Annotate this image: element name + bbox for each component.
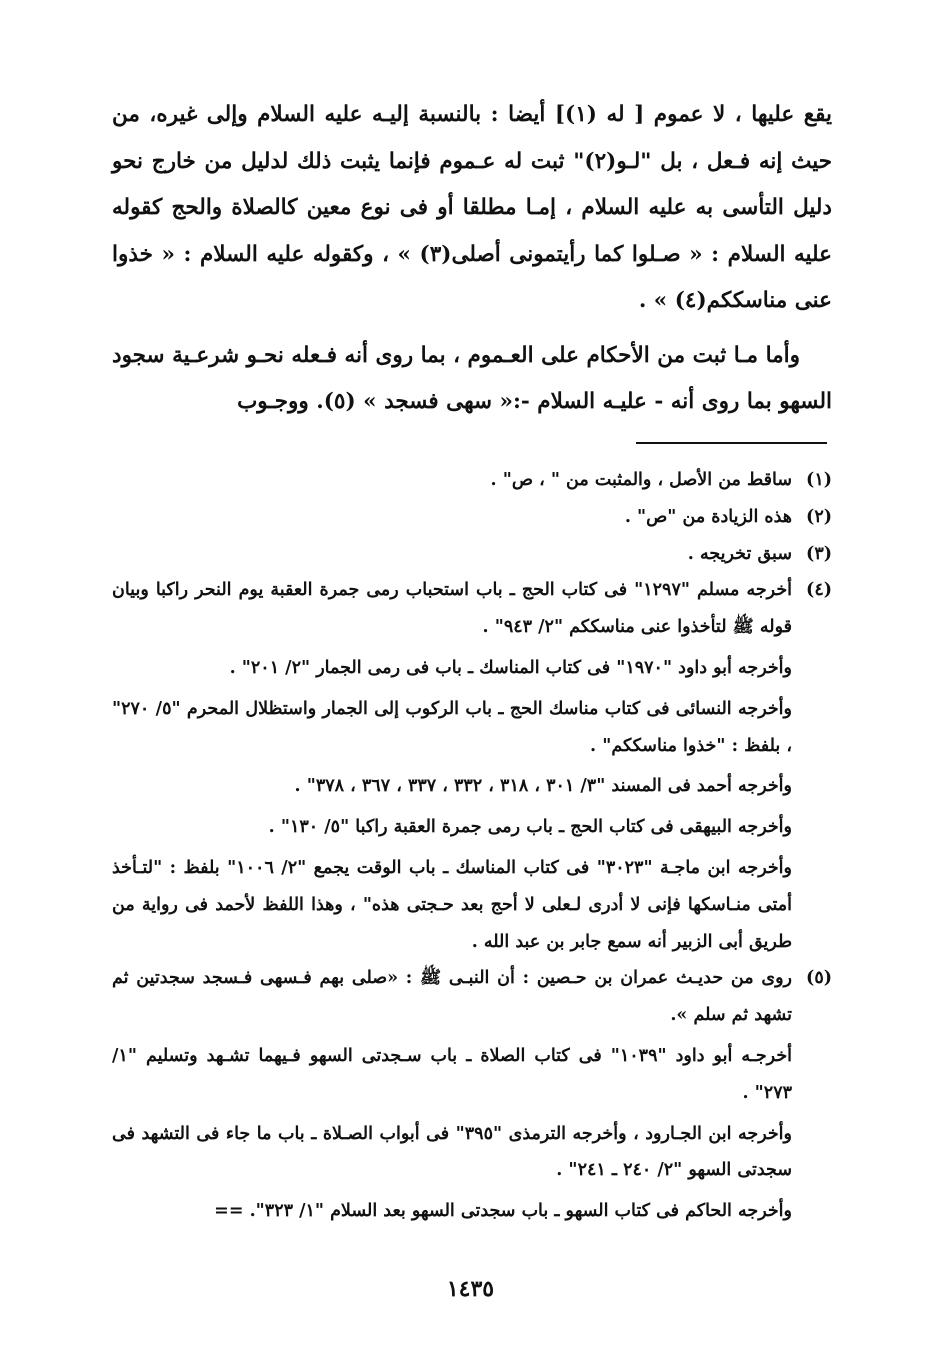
footnote-line: وأخرجه أبو داود "١٩٧٠" فى كتاب المناسك ـ باب فى رمى الجمار "٢/ ٢٠١" .	[229, 657, 792, 678]
footnote-2	[112, 499, 832, 536]
body-paragraph: وأما مـا ثبت من الأحكام على العـموم ، بما روى أنه فـعله نحـو شرعـية سجود السهو بما روى أنه - عليـه السلام -:« سهى فسجد » (٥). ووجـوب	[112, 342, 832, 414]
footnote-line: سبق تخريجه .	[687, 543, 792, 564]
footnote-line: وأخرجه البيهقى فى كتاب الحج ـ باب رمى جمرة العقبة راكبا "٥/ ١٣٠" .	[268, 817, 792, 838]
footnote-4	[112, 572, 832, 960]
footnote-number: (٥)	[806, 968, 832, 989]
footnote-line: ساقط من الأصل ، والمثبت من " ، ص" .	[490, 470, 792, 490]
footnote-number: (٣)	[806, 543, 832, 564]
body-paragraph: يقع عليها ، لا عموم [ له (١)] أيضا : بالنسبة إليـه عليه السلام وإلى غيره، من حيث إنه فـعل ، بل "لـو(٢)" ثبت له عـموم فإنما يثبت ذلك لدليل من خارج نحو دليل التأسى به عليه السلام ، إمـا مطلقا أو فى نوع معين كالصلاة والحج كقوله عليه السلام : « صـلوا كما رأيتمونى أصلى(٣) » ، وكقوله عليه السلام : « خذوا عنى مناسككم(٤) » .	[112, 102, 832, 313]
footnote-line: روى من حديـث عمران بن حـصين : أن النبـى ﷺ : «صلى بهم فـسهى فـسجد سجدتين ثم تشهد ثم سلم ».	[112, 968, 792, 1026]
footnote-number: (١)	[806, 470, 832, 490]
footnote-3	[112, 536, 832, 573]
footnote-line: أخرجـه أبو داود "١٠٣٩" فى كتاب الصلاة ـ باب سـجدتى السهو فـيهما تشـهد وتسليم "١/ ٢٧٣" .	[112, 1045, 792, 1103]
footnote-1	[112, 462, 832, 499]
footnote-line: هذه الزيادة من "ص" .	[624, 506, 792, 527]
footnote-number: (٢)	[806, 506, 832, 527]
footnote-body	[112, 960, 792, 1230]
footnote-body	[112, 572, 792, 960]
footnotes	[112, 462, 832, 1230]
footnote-line: أخرجه مسلم "١٢٩٧" فى كتاب الحج ـ باب استحباب رمى جمرة العقبة يوم النحر راكبا وبيان قوله ﷺ لتأخذوا عنى مناسككم "٢/ ٩٤٣" .	[112, 580, 793, 638]
footnote-line: وأخرجه أحمد فى المسند "٣/ ٣٠١ ، ٣١٨ ، ٣٣٢ ، ٣٣٧ ، ٣٦٧ ، ٣٧٨" .	[294, 776, 792, 797]
footnote-5	[112, 960, 832, 1230]
footnote-body	[112, 499, 792, 536]
page-number: ١٤٣٥	[446, 1276, 495, 1302]
footnote-number: (٤)	[806, 580, 832, 601]
footnote-line: وأخرجه النسائى فى كتاب مناسك الحج ـ باب الركوب إلى الجمار واستظلال المحرم "٥/ ٢٧٠" ، بلفظ : "خذوا مناسككم" .	[112, 698, 792, 756]
main-text	[112, 92, 832, 426]
footnote-line: وأخرجه ابن الجـارود ، وأخرجه الترمذى "٣٩٥" فى أبواب الصـلاة ـ باب ما جاء فى التشهد فى سجدتى السهو "٢/ ٢٤٠ ـ ٢٤١" .	[112, 1123, 792, 1181]
footnote-divider	[636, 442, 827, 444]
footnote-body	[112, 536, 792, 573]
footnote-line: وأخرجه الحاكم فى كتاب السهو ـ باب سجدتى السهو بعد السلام "١/ ٣٢٣". ==	[214, 1201, 792, 1222]
footnote-body	[112, 462, 792, 499]
footnote-line: وأخرجه ابن ماجـة "٣٠٢٣" فى كتاب المناسك ـ باب الوقت يجمع "٢/ ١٠٠٦" بلفظ : "لتـأخذ أمتى منـاسكها فإنى لا أدرى لـعلى لا أحج بعد حـجتى هذه" ، وهذا اللفظ لأحمد فى رواية من طريق أبى الزبير أنه سمع جابر بن عبد الله .	[112, 857, 792, 952]
